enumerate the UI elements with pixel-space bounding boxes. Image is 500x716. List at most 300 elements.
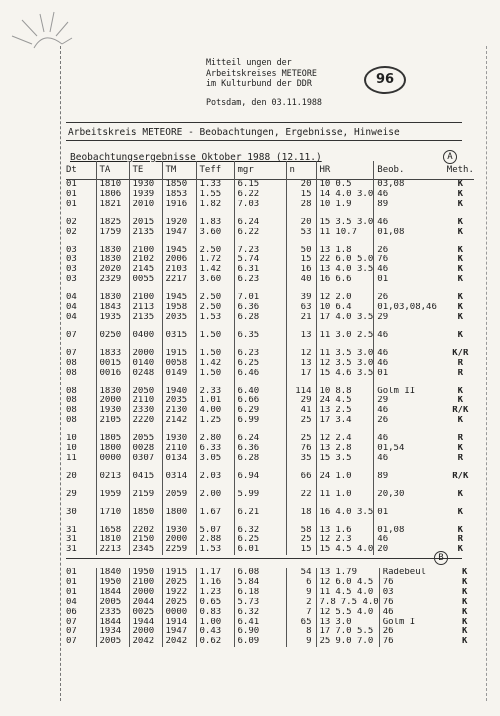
cell-n-value: 18 bbox=[300, 507, 312, 517]
table-row bbox=[66, 568, 477, 578]
cell-meth bbox=[447, 331, 474, 341]
cell-meth-value: K bbox=[457, 545, 464, 555]
gap-cell bbox=[316, 210, 374, 218]
gap-cell bbox=[286, 379, 316, 387]
cell-ta bbox=[96, 265, 129, 275]
table-row bbox=[66, 303, 474, 313]
cell-ta bbox=[96, 246, 129, 256]
cell-mgr-value: 6.32 bbox=[237, 607, 260, 617]
table-row bbox=[66, 526, 474, 536]
cell-tm bbox=[162, 190, 196, 200]
cell-dt bbox=[66, 303, 96, 313]
gap-cell bbox=[234, 464, 286, 472]
cell-hr-b-value: 7.0 5.5 bbox=[335, 627, 374, 637]
col-teff: Teff bbox=[196, 161, 234, 180]
cell-teff-value: 1.42 bbox=[199, 358, 222, 368]
gap-cell bbox=[447, 500, 474, 508]
row-gap bbox=[66, 210, 474, 218]
cell-meth-value: R bbox=[457, 535, 464, 545]
cell-tm bbox=[162, 526, 196, 536]
cell-tm bbox=[162, 200, 196, 210]
cell-n bbox=[286, 369, 316, 379]
cell-teff-value: 0.43 bbox=[199, 627, 222, 637]
cell-n-value: 76 bbox=[300, 444, 312, 454]
cell-hr-a-value: 11 bbox=[319, 348, 331, 358]
cell-dt-value: 01 bbox=[66, 199, 77, 209]
cell-tm-value: 0134 bbox=[165, 453, 188, 463]
cell-dt bbox=[66, 349, 96, 359]
cell-tm-value: 1922 bbox=[165, 587, 188, 597]
cell-teff-value: 1.55 bbox=[199, 189, 222, 199]
cell-hr-a-value: 22 bbox=[319, 255, 331, 265]
divider-middle bbox=[66, 140, 462, 141]
cell-n bbox=[286, 588, 316, 598]
cell-tm-value: 1945 bbox=[165, 293, 188, 303]
cell-mgr-value: 6.35 bbox=[237, 330, 260, 340]
cell-dt bbox=[66, 508, 96, 518]
table-row bbox=[66, 246, 474, 256]
cell-meth-value: K bbox=[461, 617, 468, 627]
cell-ta bbox=[96, 608, 129, 618]
cell-n bbox=[286, 637, 316, 647]
cell-ta bbox=[96, 218, 129, 228]
cell-teff-value: 2.80 bbox=[199, 434, 222, 444]
cell-dt bbox=[66, 265, 96, 275]
gap-cell bbox=[162, 518, 196, 526]
gap-cell bbox=[374, 518, 447, 526]
col-beob: Beob. bbox=[374, 161, 447, 180]
gap-cell bbox=[196, 482, 234, 490]
cell-teff-value: 1.72 bbox=[199, 255, 222, 265]
cell-beob bbox=[379, 627, 452, 637]
cell-beob-value: 26 bbox=[377, 416, 389, 426]
cell-ta-value: 0015 bbox=[99, 358, 122, 368]
cell-te bbox=[129, 331, 162, 341]
table-row bbox=[66, 387, 474, 397]
cell-meth bbox=[447, 490, 474, 500]
cell-n-value: 6 bbox=[306, 577, 312, 587]
gap-cell bbox=[196, 500, 234, 508]
cell-ta bbox=[96, 618, 129, 628]
gap-cell bbox=[129, 464, 162, 472]
gap-cell bbox=[196, 210, 234, 218]
gap-cell bbox=[316, 323, 374, 331]
gap-cell bbox=[196, 238, 234, 246]
gap-cell bbox=[96, 379, 129, 387]
cell-meth bbox=[447, 454, 474, 464]
cell-meth bbox=[452, 568, 477, 578]
cell-teff-value: 1.25 bbox=[199, 416, 222, 426]
cell-te-value: 2330 bbox=[132, 406, 155, 416]
gap-cell bbox=[96, 210, 129, 218]
cell-mgr-value: 6.36 bbox=[237, 303, 260, 313]
cell-n-value: 21 bbox=[300, 312, 312, 322]
cell-tm bbox=[162, 406, 196, 416]
row-gap bbox=[66, 341, 474, 349]
cell-mgr-value: 6.01 bbox=[237, 545, 260, 555]
cell-mgr bbox=[234, 331, 286, 341]
cell-hr-a bbox=[316, 608, 379, 618]
cell-teff bbox=[196, 508, 234, 518]
cell-tm bbox=[162, 454, 196, 464]
cell-ta bbox=[96, 598, 129, 608]
cell-n bbox=[286, 568, 316, 578]
cell-mgr-value: 5.84 bbox=[237, 577, 260, 587]
gap-cell bbox=[196, 379, 234, 387]
cell-beob-value: 46 bbox=[377, 217, 389, 227]
gap-cell bbox=[286, 518, 316, 526]
gap-cell bbox=[96, 464, 129, 472]
cell-ta bbox=[96, 578, 129, 588]
cell-mgr-value: 6.32 bbox=[237, 525, 260, 535]
cell-teff-value: 2.88 bbox=[199, 535, 222, 545]
cell-mgr-value: 5.73 bbox=[237, 597, 260, 607]
cell-mgr bbox=[234, 526, 286, 536]
cell-te bbox=[129, 508, 162, 518]
cell-meth bbox=[447, 444, 474, 454]
cell-meth-value: K bbox=[457, 227, 464, 237]
cell-n-value: 16 bbox=[300, 265, 312, 275]
cell-tm bbox=[162, 416, 196, 426]
table-row bbox=[66, 200, 474, 210]
gap-cell bbox=[66, 464, 96, 472]
cell-ta bbox=[96, 275, 129, 285]
gap-cell bbox=[316, 464, 374, 472]
cell-te-value: 2110 bbox=[132, 396, 155, 406]
cell-tm-value: 2042 bbox=[165, 637, 188, 647]
cell-beob bbox=[374, 313, 447, 323]
cell-teff-value: 4.00 bbox=[199, 406, 222, 416]
cell-dt bbox=[66, 444, 96, 454]
cell-n bbox=[286, 434, 316, 444]
cell-ta bbox=[96, 200, 129, 210]
cell-mgr bbox=[234, 293, 286, 303]
gap-cell bbox=[129, 341, 162, 349]
cell-beob bbox=[374, 444, 447, 454]
cell-ta bbox=[96, 526, 129, 536]
cell-hr-a-value: 24 bbox=[319, 396, 331, 406]
cell-dt bbox=[66, 627, 96, 637]
cell-meth-value: K bbox=[457, 489, 464, 499]
cell-n-value: 54 bbox=[300, 568, 312, 577]
cell-n bbox=[286, 454, 316, 464]
cell-teff bbox=[196, 275, 234, 285]
table-row bbox=[66, 218, 474, 228]
cell-te-value: 0307 bbox=[132, 453, 155, 463]
cell-ta-value: 1805 bbox=[99, 434, 122, 444]
cell-meth bbox=[452, 608, 477, 618]
cell-n bbox=[286, 228, 316, 238]
cell-n-value: 25 bbox=[300, 434, 312, 444]
cell-dt-value: 04 bbox=[66, 293, 77, 303]
cell-hr-a bbox=[316, 454, 374, 464]
cell-meth-value: R/K bbox=[452, 406, 469, 416]
cell-dt bbox=[66, 406, 96, 416]
cell-mgr bbox=[234, 369, 286, 379]
cell-ta bbox=[96, 349, 129, 359]
cell-beob-value: 89 bbox=[377, 199, 389, 209]
cell-hr-b-value: 4.0 3.5 bbox=[335, 507, 374, 517]
gap-cell bbox=[374, 500, 447, 508]
cell-tm bbox=[162, 608, 196, 618]
cell-beob bbox=[374, 275, 447, 285]
table-row bbox=[66, 228, 474, 238]
cell-meth-value: K bbox=[457, 444, 464, 454]
gap-cell bbox=[447, 323, 474, 331]
gap-cell bbox=[286, 323, 316, 331]
cell-te-value: 2159 bbox=[132, 489, 155, 499]
cell-mgr bbox=[234, 275, 286, 285]
row-gap bbox=[66, 285, 474, 293]
cell-meth-value: R/K bbox=[452, 471, 469, 481]
gap-cell bbox=[234, 482, 286, 490]
cell-tm bbox=[162, 313, 196, 323]
cell-ta-value: 0250 bbox=[99, 330, 122, 340]
cell-hr-a bbox=[316, 444, 374, 454]
cell-hr-b-value: 4.5 4.0 bbox=[335, 545, 374, 555]
cell-tm bbox=[162, 627, 196, 637]
cell-hr-a bbox=[316, 387, 374, 397]
table-row bbox=[66, 265, 474, 275]
divider-top bbox=[66, 122, 462, 123]
cell-meth-value: K bbox=[457, 275, 464, 285]
cell-beob-value: 89 bbox=[377, 471, 389, 481]
cell-meth-value: K bbox=[457, 199, 464, 209]
cell-tm-value: 2000 bbox=[165, 535, 188, 545]
cell-te-value: 2100 bbox=[132, 577, 155, 587]
cell-beob-value: 46 bbox=[377, 453, 389, 463]
cell-ta bbox=[96, 508, 129, 518]
cell-hr-a bbox=[316, 369, 374, 379]
cell-te bbox=[129, 265, 162, 275]
table-row bbox=[66, 472, 474, 482]
cell-te bbox=[129, 588, 162, 598]
gap-cell bbox=[96, 341, 129, 349]
cell-ta-value: 1810 bbox=[99, 179, 122, 189]
cell-mgr bbox=[234, 608, 286, 618]
cell-mgr bbox=[234, 387, 286, 397]
cell-tm bbox=[162, 618, 196, 628]
cell-beob bbox=[374, 526, 447, 536]
gap-cell bbox=[234, 285, 286, 293]
gap-cell bbox=[96, 482, 129, 490]
cell-meth bbox=[452, 598, 477, 608]
cell-n bbox=[286, 265, 316, 275]
cell-dt bbox=[66, 545, 96, 555]
table-row bbox=[66, 598, 477, 608]
cell-n bbox=[286, 545, 316, 555]
cell-teff-value: 0.83 bbox=[199, 607, 222, 617]
cell-teff bbox=[196, 627, 234, 637]
cell-dt bbox=[66, 637, 96, 647]
cell-n-value: 41 bbox=[300, 406, 312, 416]
cell-mgr-value: 6.24 bbox=[237, 217, 260, 227]
cell-tm bbox=[162, 359, 196, 369]
cell-teff bbox=[196, 359, 234, 369]
cell-dt-value: 03 bbox=[66, 255, 77, 265]
cell-teff-value: 1.01 bbox=[199, 396, 222, 406]
cell-hr-b-value: 1.0 bbox=[335, 489, 352, 499]
cell-beob-value: 01 bbox=[377, 368, 389, 378]
cell-hr-b-value: 2.0 bbox=[335, 293, 352, 303]
cell-ta bbox=[96, 637, 129, 647]
cell-mgr-value: 6.28 bbox=[237, 312, 260, 322]
cell-hr-a bbox=[316, 313, 374, 323]
cell-tm-value: 2142 bbox=[165, 416, 188, 426]
cell-meth-value: R bbox=[457, 358, 464, 368]
cell-tm-value: 0058 bbox=[165, 358, 188, 368]
cell-teff-value: 1.83 bbox=[199, 217, 222, 227]
cell-te bbox=[129, 275, 162, 285]
cell-meth-value: K bbox=[457, 189, 464, 199]
cell-te bbox=[129, 218, 162, 228]
cell-tm bbox=[162, 218, 196, 228]
cell-hr-b-value: 5.5 4.0 bbox=[335, 607, 374, 617]
cell-meth-value: K bbox=[457, 179, 464, 189]
cell-dt-value: 02 bbox=[66, 217, 77, 227]
cell-teff bbox=[196, 180, 234, 190]
cell-mgr-value: 6.22 bbox=[237, 227, 260, 237]
cell-meth bbox=[447, 387, 474, 397]
cell-hr-a-value: 11 bbox=[319, 587, 331, 597]
gap-cell bbox=[447, 341, 474, 349]
cell-n bbox=[286, 349, 316, 359]
cell-te-value: 2015 bbox=[132, 217, 155, 227]
cell-n-value: 20 bbox=[300, 179, 312, 189]
cell-beob-value: 03 bbox=[382, 587, 394, 597]
cell-te-value: 2100 bbox=[132, 293, 155, 303]
gap-cell bbox=[96, 518, 129, 526]
cell-beob-value: 76 bbox=[377, 255, 389, 265]
cell-mgr bbox=[234, 568, 286, 578]
cell-hr-b-value: 6.4 bbox=[335, 303, 352, 313]
cell-n-value: 15 bbox=[300, 255, 312, 265]
cell-n-value: 12 bbox=[300, 348, 312, 358]
cell-dt-value: 01 bbox=[66, 179, 77, 189]
cell-dt-value: 03 bbox=[66, 265, 77, 275]
cell-tm bbox=[162, 508, 196, 518]
cell-n-value: 63 bbox=[300, 303, 312, 313]
cell-dt-value: 03 bbox=[66, 275, 77, 285]
cell-n-value: 2 bbox=[306, 597, 312, 607]
cell-dt-value: 31 bbox=[66, 525, 77, 535]
cell-dt bbox=[66, 331, 96, 341]
cell-hr-a-value: 12 bbox=[319, 358, 331, 368]
cell-tm-value: 1940 bbox=[165, 386, 188, 396]
col-ta: TA bbox=[96, 161, 129, 180]
cell-meth bbox=[447, 313, 474, 323]
cell-meth bbox=[447, 303, 474, 313]
table-row bbox=[66, 359, 474, 369]
cell-teff-value: 1.50 bbox=[199, 330, 222, 340]
cell-teff bbox=[196, 228, 234, 238]
cell-dt bbox=[66, 396, 96, 406]
cell-beob bbox=[374, 508, 447, 518]
cell-beob bbox=[374, 180, 447, 190]
cell-mgr-value: 7.01 bbox=[237, 293, 260, 303]
cell-ta bbox=[96, 444, 129, 454]
table-b-body bbox=[66, 568, 477, 647]
gap-cell bbox=[66, 341, 96, 349]
cell-hr-a-value: 13 bbox=[319, 245, 331, 255]
table-row bbox=[66, 444, 474, 454]
cell-beob-value: 20 bbox=[377, 545, 389, 555]
cell-hr-a-value: 13 bbox=[319, 617, 331, 627]
cell-dt bbox=[66, 246, 96, 256]
cell-hr-b-value: 4.5 4.0 bbox=[335, 587, 374, 597]
cell-te bbox=[129, 369, 162, 379]
table-a-body bbox=[66, 180, 474, 556]
cell-ta-value: 1959 bbox=[99, 489, 122, 499]
gap-cell bbox=[96, 500, 129, 508]
table-row bbox=[66, 508, 474, 518]
cell-dt-value: 01 bbox=[66, 577, 77, 587]
cell-hr-b-value: 2.3 bbox=[335, 535, 352, 545]
cell-tm bbox=[162, 637, 196, 647]
cell-tm-value: 0315 bbox=[165, 330, 188, 340]
observations-title: Beobachtungsergebnisse Oktober 1988 (12.11.) bbox=[70, 152, 322, 163]
cell-tm bbox=[162, 434, 196, 444]
cell-meth-value: R bbox=[457, 368, 464, 378]
cell-hr-b-value: 0.5 bbox=[335, 179, 352, 189]
cell-teff-value: 6.33 bbox=[199, 444, 222, 454]
gap-cell bbox=[162, 500, 196, 508]
gap-cell bbox=[447, 285, 474, 293]
gap-cell bbox=[96, 323, 129, 331]
cell-dt-value: 07 bbox=[66, 637, 77, 647]
cell-ta bbox=[96, 588, 129, 598]
cell-beob bbox=[379, 608, 452, 618]
cell-n bbox=[286, 578, 316, 588]
col-te: TE bbox=[129, 161, 162, 180]
cell-te-value: 2202 bbox=[132, 525, 155, 535]
table-row bbox=[66, 369, 474, 379]
cell-dt-value: 08 bbox=[66, 358, 77, 368]
cell-mgr-value: 5.99 bbox=[237, 489, 260, 499]
cell-teff bbox=[196, 406, 234, 416]
cell-tm bbox=[162, 490, 196, 500]
cell-teff-value: 2.50 bbox=[199, 293, 222, 303]
cell-dt bbox=[66, 598, 96, 608]
cell-hr-a bbox=[316, 218, 374, 228]
cell-hr-b-value: 1.79 bbox=[335, 568, 358, 577]
cell-meth-value: K bbox=[457, 525, 464, 535]
gap-cell bbox=[66, 285, 96, 293]
cell-ta bbox=[96, 190, 129, 200]
cell-dt bbox=[66, 490, 96, 500]
cell-meth bbox=[452, 588, 477, 598]
cell-n-value: 40 bbox=[300, 275, 312, 285]
gap-cell bbox=[374, 426, 447, 434]
gap-cell bbox=[447, 238, 474, 246]
cell-ta-value: 1710 bbox=[99, 507, 122, 517]
cell-hr-a bbox=[316, 490, 374, 500]
cell-hr-b-value: 4.0 3.5 bbox=[335, 312, 374, 322]
cell-teff bbox=[196, 490, 234, 500]
gap-cell bbox=[196, 285, 234, 293]
cell-n-value: 9 bbox=[306, 637, 312, 647]
gap-cell bbox=[374, 323, 447, 331]
cell-mgr-value: 6.46 bbox=[237, 368, 260, 378]
cell-te-value: 1850 bbox=[132, 507, 155, 517]
cell-dt bbox=[66, 416, 96, 426]
cell-tm bbox=[162, 369, 196, 379]
cell-tm bbox=[162, 578, 196, 588]
cell-te-value: 2055 bbox=[132, 434, 155, 444]
gap-cell bbox=[66, 210, 96, 218]
cell-hr-a-value: 11 bbox=[319, 227, 331, 237]
cell-n bbox=[286, 618, 316, 628]
